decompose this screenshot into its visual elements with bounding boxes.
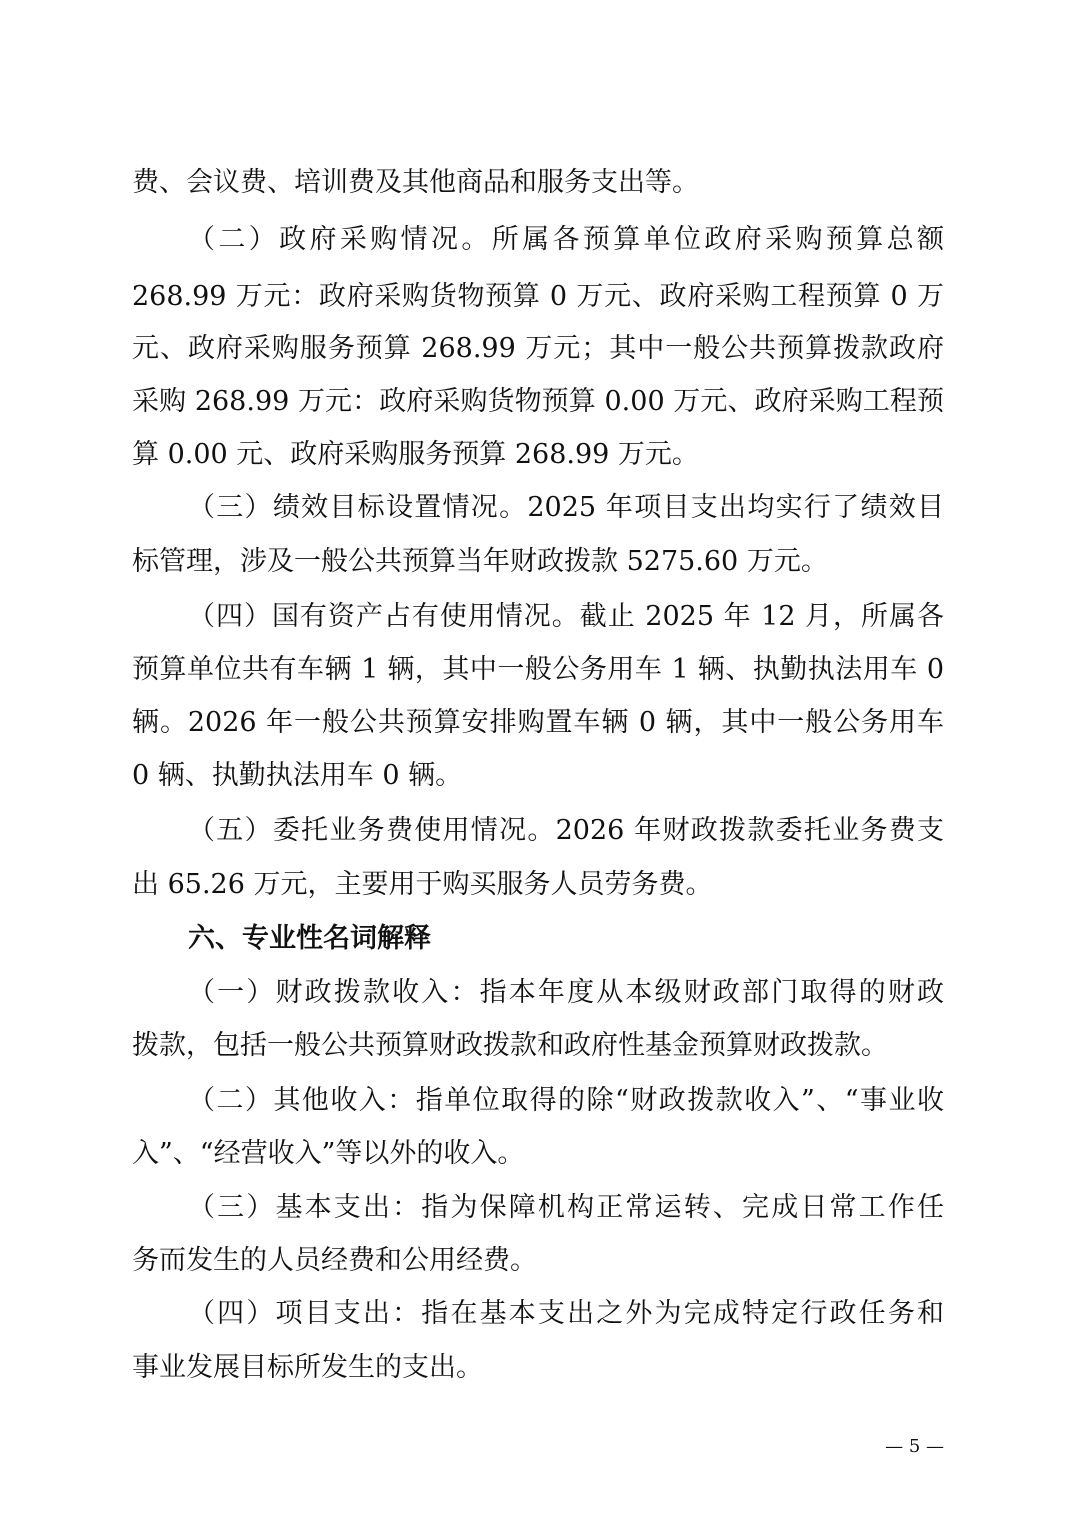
text-line: 辆。2026 年一般公共预算安排购置车辆 0 辆，其中一般公务用车 <box>132 707 944 738</box>
text-line: 标管理，涉及一般公共预算当年财政拨款 5275.60 万元。 <box>132 546 828 577</box>
text-line: 出 65.26 万元，主要用于购买服务人员劳务费。 <box>132 869 713 900</box>
text-line: 采购 268.99 万元：政府采购货物预算 0.00 万元、政府采购工程预 <box>132 386 944 417</box>
text-line: 0 辆、执勤执法用车 0 辆。 <box>132 760 463 791</box>
section-heading: 六、专业性名词解释 <box>188 923 431 954</box>
text-line: （三）绩效目标设置情况。2025 年项目支出均实行了绩效目 <box>188 492 944 523</box>
text-line: （五）委托业务费使用情况。2026 年财政拨款委托业务费支 <box>188 815 944 846</box>
page-number: — 5 — <box>885 1436 944 1457</box>
text-line: 算 0.00 元、政府采购服务预算 268.99 万元。 <box>132 439 699 470</box>
text-line: （四）项目支出：指在基本支出之外为完成特定行政任务和 <box>188 1298 944 1329</box>
text-line: 拨款，包括一般公共预算财政拨款和政府性基金预算财政拨款。 <box>132 1030 888 1061</box>
text-line: （二）其他收入：指单位取得的除“财政拨款收入”、“事业收 <box>188 1085 944 1116</box>
text-line: （一）财政拨款收入：指本年度从本级财政部门取得的财政 <box>188 977 944 1008</box>
text-line: 元、政府采购服务预算 268.99 万元；其中一般公共预算拨款政府 <box>132 333 944 364</box>
text-line: 268.99 万元：政府采购货物预算 0 万元、政府采购工程预算 0 万 <box>132 281 944 312</box>
text-line: 入”、“经营收入”等以外的收入。 <box>132 1138 525 1169</box>
text-line: （四）国有资产占有使用情况。截止 2025 年 12 月，所属各 <box>188 601 944 632</box>
text-line: （三）基本支出：指为保障机构正常运转、完成日常工作任 <box>188 1192 944 1223</box>
text-line: 事业发展目标所发生的支出。 <box>132 1352 483 1383</box>
text-line: 务而发生的人员经费和公用经费。 <box>132 1245 537 1276</box>
text-line: 费、会议费、培训费及其他商品和服务支出等。 <box>132 167 699 198</box>
text-line: （二）政府采购情况。所属各预算单位政府采购预算总额 <box>188 224 944 255</box>
text-line: 预算单位共有车辆 1 辆，其中一般公务用车 1 辆、执勤执法用车 0 <box>132 654 944 685</box>
